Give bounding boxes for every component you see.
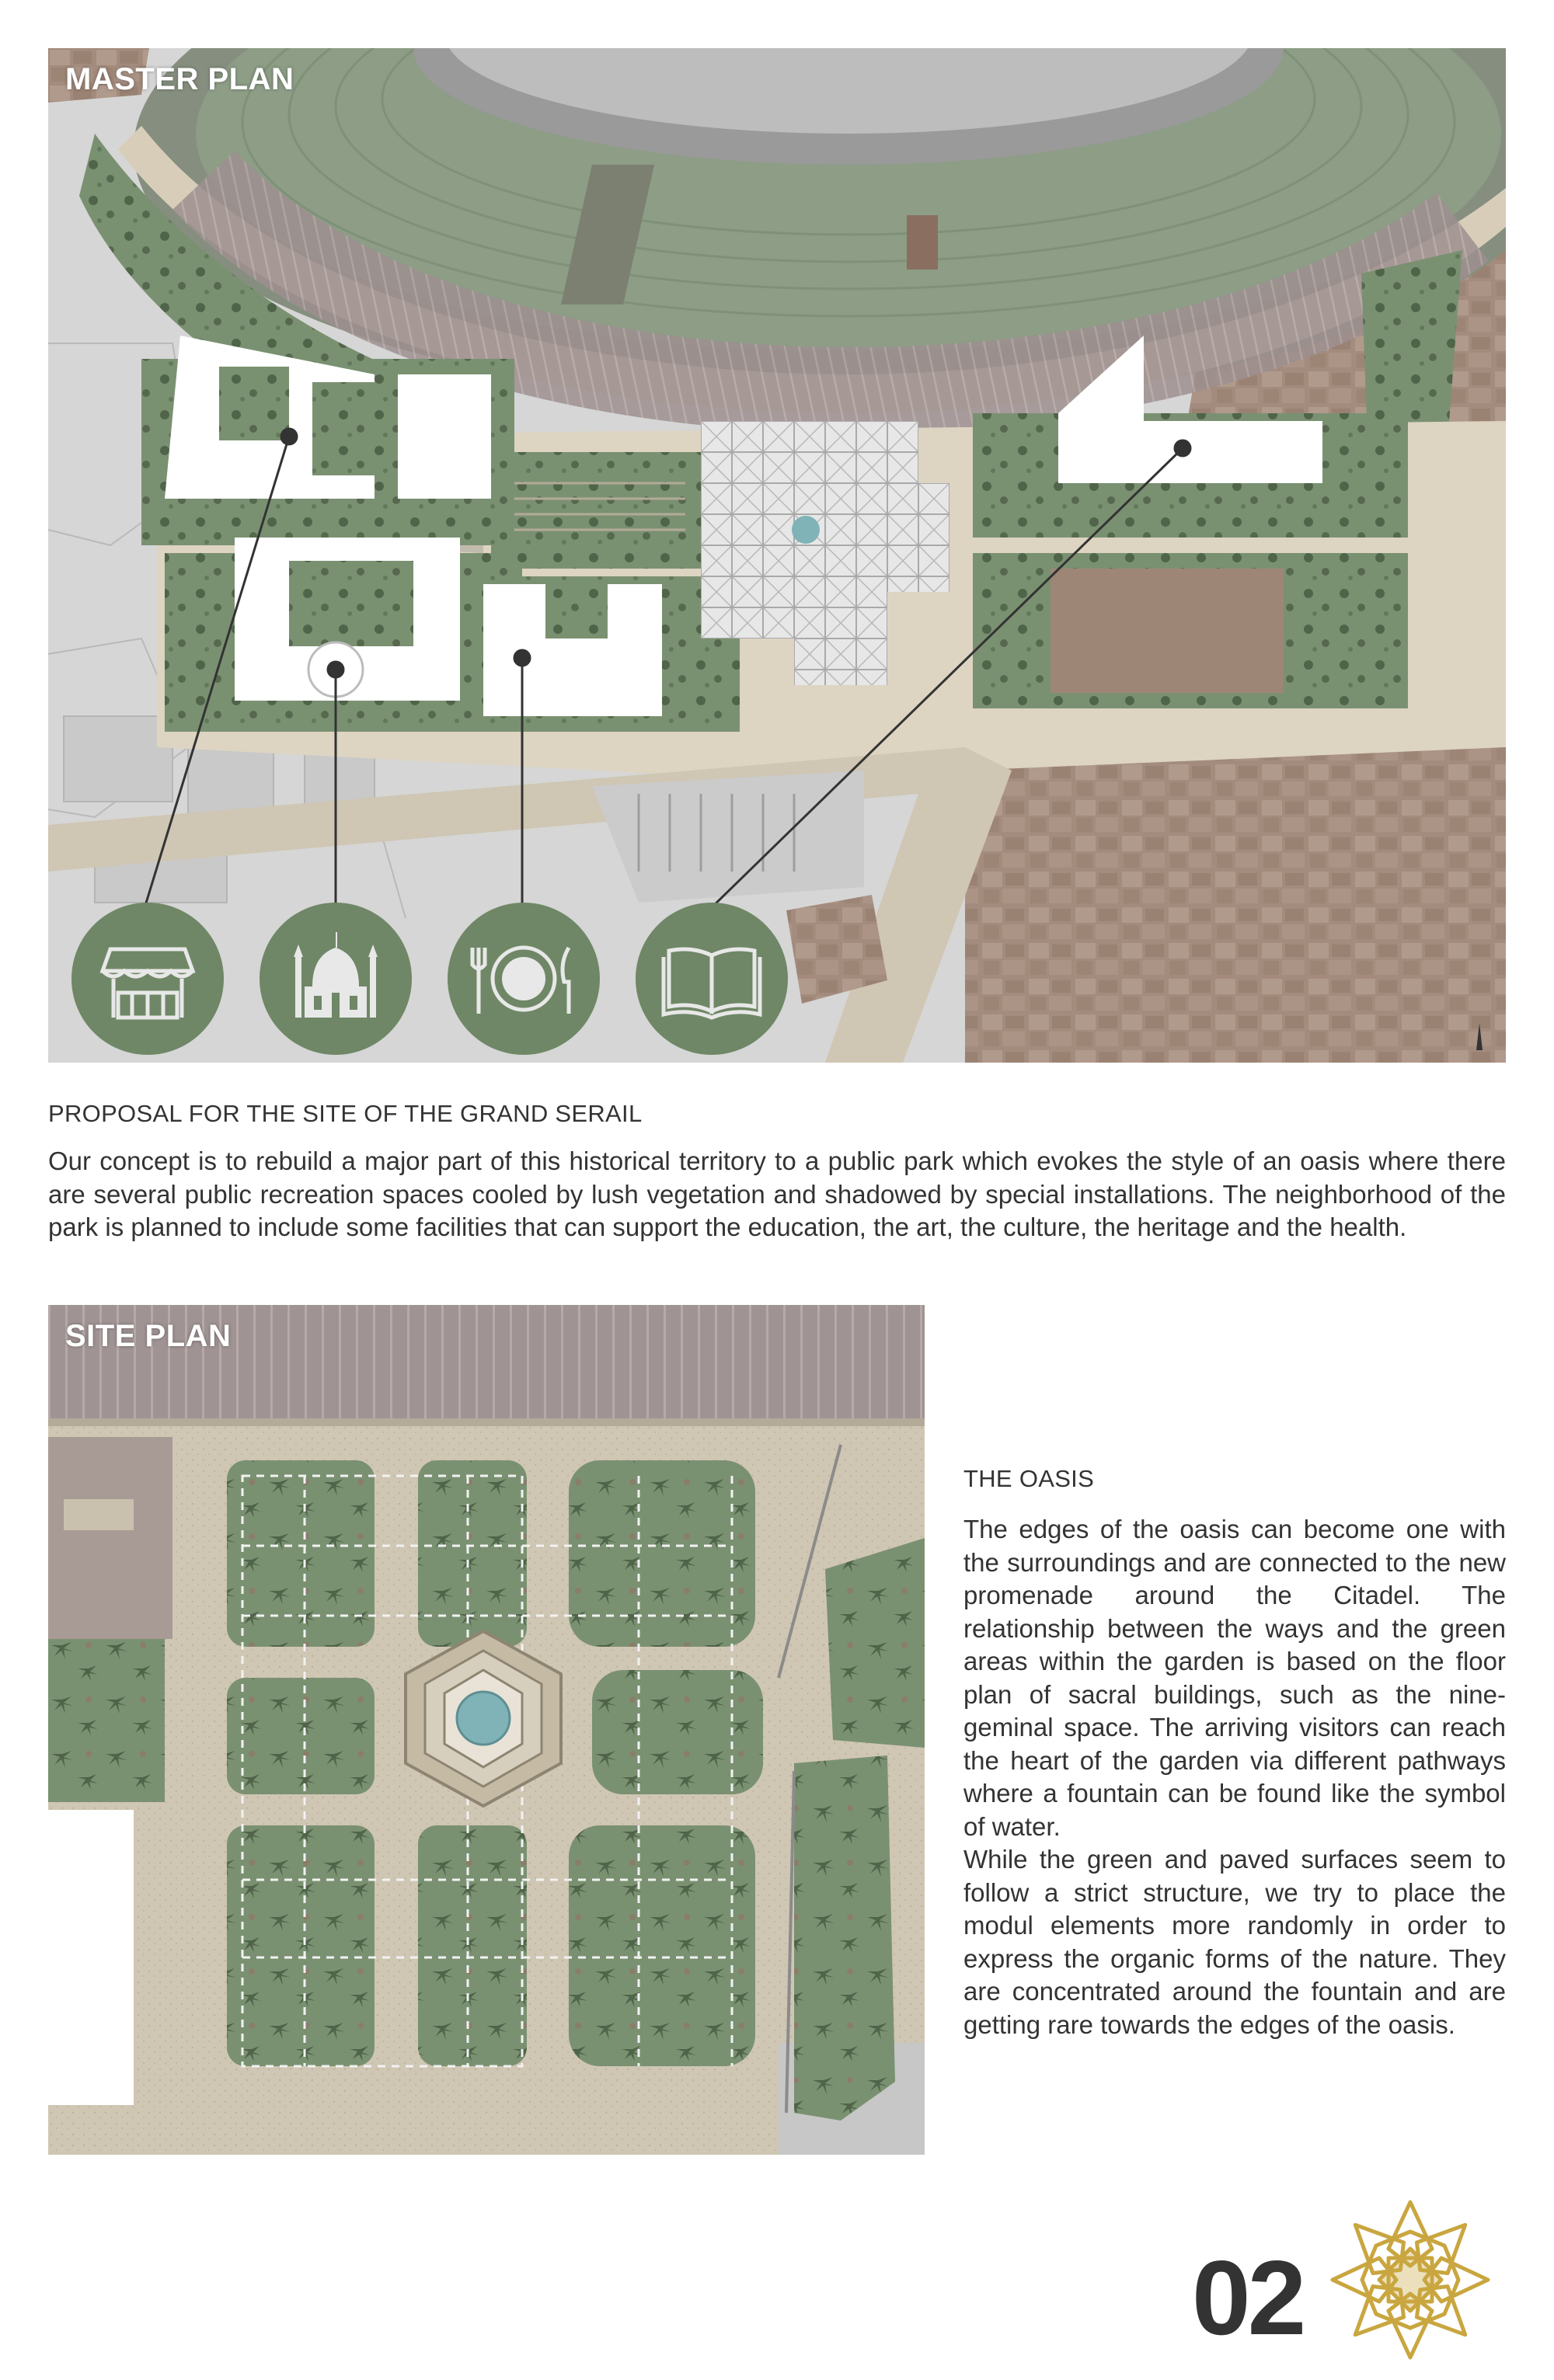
site-plan-map: [48, 1305, 925, 2155]
oasis-paragraph: The edges of the oasis can become one with the surroundings and are connected to the new promenade around the Citadel. The relationship between the ways and the green areas within the garden is based on the floor plan of sacral buildings, such as the nine-geminal space. The arriving visitors can reach the heart of the garden via different pathways where a fountain can be found like the symbol of water.: [963, 1515, 1506, 1841]
master-plan-label: MASTER PLAN: [65, 62, 294, 96]
oasis-title: THE OASIS: [963, 1465, 1095, 1492]
site-plan-drawing: [48, 1305, 925, 2155]
oasis-body: [963, 1513, 1506, 2041]
open-book-icon: [634, 901, 789, 1056]
page-number: 02: [1192, 2239, 1304, 2357]
oasis-paragraph: While the green and paved surfaces seem to follow a strict structure, we try to place the modul elements more randomly in order to express the organic forms of the nature. They are concentrated around the fountain and are getting rare towards the edges of the oasis.: [963, 1845, 1506, 2039]
market-stall-icon: [70, 901, 225, 1056]
proposal-title: PROPOSAL FOR THE SITE OF THE GRAND SERAIL: [48, 1100, 643, 1127]
proposal-body: Our concept is to rebuild a major part of this historical territory to a public park which evokes the style of an oasis where there are several public recreation spaces cooled by lush vegetation and shadowed by special installations. The neighborhood of the park is planned to include some facilities that can support the education, the art, the culture, the heritage and the health.: [48, 1147, 1506, 1241]
dining-plate-icon: [446, 901, 601, 1056]
mosque-icon: [258, 901, 413, 1056]
site-plan-label: SITE PLAN: [65, 1319, 232, 1353]
master-plan-map: [48, 48, 1506, 1063]
gold-rosette-logo-icon: [1310, 2195, 1510, 2364]
